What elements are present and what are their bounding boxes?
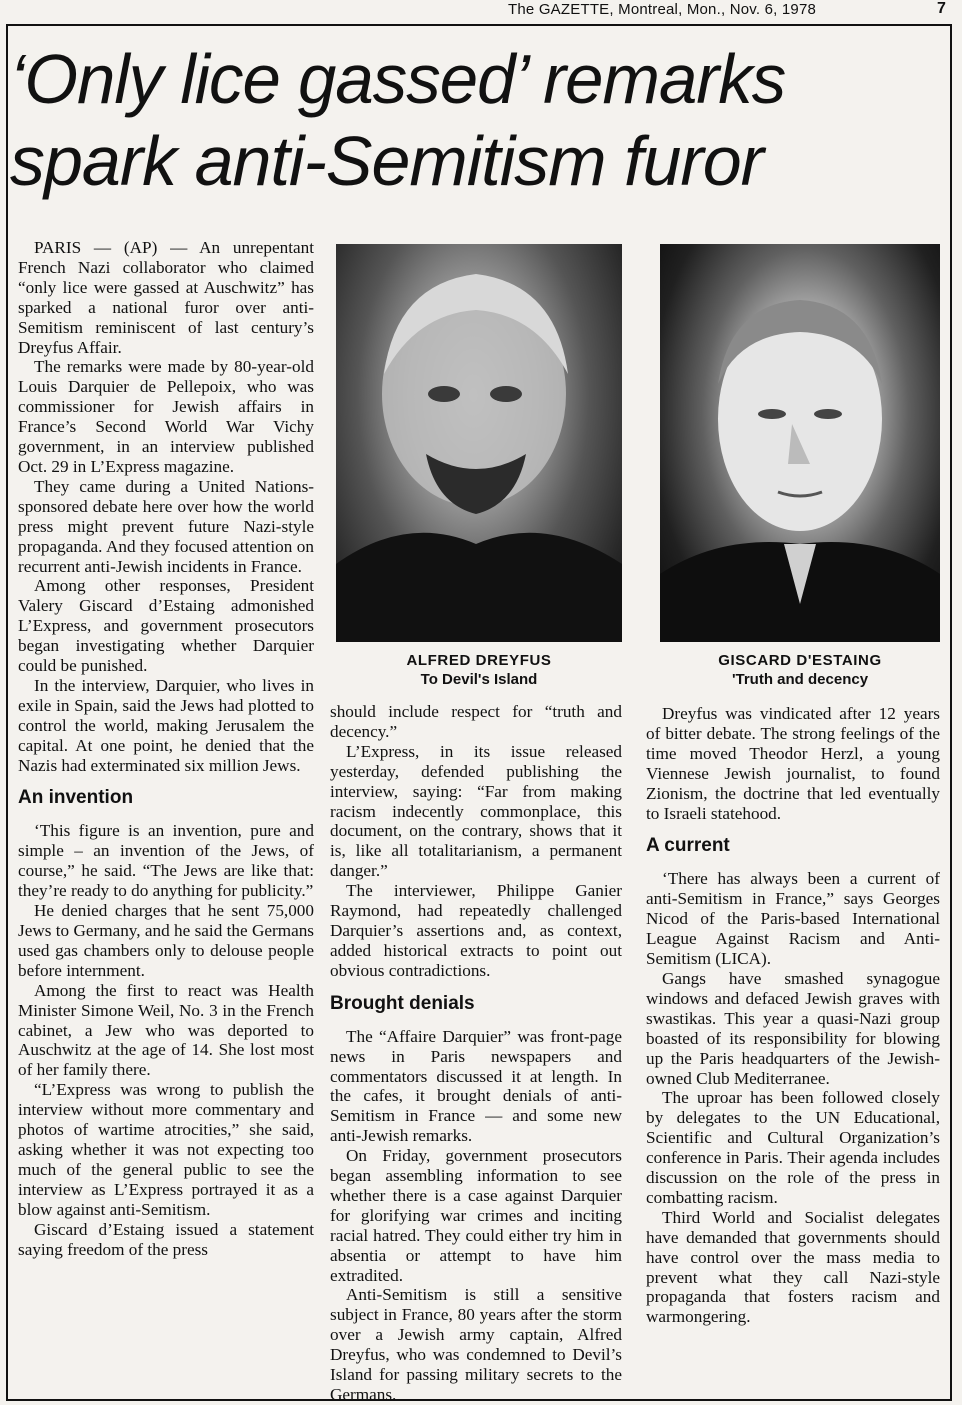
paragraph: Anti-Semitism is still a sensitive subject in France, 80 years after the storm over a Jewish army captain, Alfred Dreyfus, who was condemned to Devil’s Island for passing military secrets to the Germans.: [330, 1285, 622, 1404]
paragraph: L’Express, in its issue released yesterday, defended publishing the interview, saying: “Far from making racism indecently commonplace, this document, on the contrary, shows that it is, like all totalitarianism, a permanent danger.”: [330, 741, 622, 881]
subhead-an-invention: An invention: [18, 787, 134, 809]
headline-line-1: ‘Only lice gassed’ remarks: [10, 40, 786, 118]
paragraph: The remarks were made by 80-year-old Louis Darquier de Pellepoix, who was commissioner for Jewish affairs in France’s Second World War Vichy government, in an interview published Oct. 29 in L’Express magazine.: [18, 357, 314, 476]
paragraph: The interviewer, Philippe Ganier Raymond, had repeatedly challenged Darquier’s assertions and, as context, added historical extracts to point out obvious contradictions.: [330, 881, 622, 980]
paragraph: ‘This figure is an invention, pure and simple – an invention of the Jews, of course,” he said. “The Jews are like that: they’re ready to do anything for publicity.”: [18, 821, 314, 901]
page-number: 7: [937, 0, 946, 17]
dreyfus-caption: [336, 651, 622, 689]
paragraph: The “Affaire Darquier” was front-page news in Paris newspapers and commentators discussed it at length. In the cafes, it brought denials of anti-Semitism in France — and some new anti-Jewish remarks.: [330, 1026, 622, 1146]
paragraph: They came during a United Nations-sponsored debate here over how the world press might prevent future Nazi-style propaganda. And they focused attention on recurrent anti-Jewish incidents in France.: [18, 476, 314, 576]
paragraph: In the interview, Darquier, who lives in exile in Spain, said the Jews had plotted to control the world, making Jerusalem the capital. At one point, he denied that the Nazis had exterminated six million Jews.: [18, 675, 314, 775]
paragraph: ‘There has always been a current of anti-Semitism in France,” says Georges Nicod of the Paris-based International League Against Racism and Anti-Semitism (LICA).: [646, 869, 940, 969]
caption-sub: To Devil's Island: [420, 671, 538, 688]
paragraph: Giscard d’Estaing issued a statement saying freedom of the press: [18, 1219, 314, 1259]
dateline: The GAZETTE, Montreal, Mon., Nov. 6, 1978: [508, 1, 817, 18]
paragraph: Third World and Socialist delegates have demanded that governments should have control over the mass media to prevent what they call Nazi-style propaganda that fosters racism and warmongering.: [646, 1207, 940, 1327]
paragraph: “L’Express was wrong to publish the interview without more commentary and photos of wartime atrocities,” she said, asking whether it was not expecting too much of the general public to see the interview as L’Express portrayed it as a blow against anti-Semitism.: [18, 1080, 314, 1219]
paragraph: Dreyfus was vindicated after 12 years of bitter debate. The strong feelings of the time moved Theodor Herzl, a young Viennese Jewish journalist, to found Zionism, the doctrine that led eventually to Israeli statehood.: [646, 704, 940, 823]
caption-name: ALFRED DREYFUS: [406, 652, 552, 669]
dreyfus-portrait-photo: [336, 244, 622, 642]
caption-sub: 'Truth and decency: [731, 671, 869, 688]
column-2: [330, 702, 622, 1405]
paragraph: should include respect for “truth and decency.”: [330, 702, 622, 741]
subhead-a-current: A current: [646, 835, 730, 857]
subhead-brought-denials: Brought denials: [330, 992, 475, 1014]
portrait-photo-icon: [336, 244, 622, 642]
giscard-caption: [660, 651, 940, 689]
column-3: [646, 704, 940, 1327]
paragraph: PARIS — (AP) — An unrepentant French Nazi collaborator who claimed “only lice were gassed at Auschwitz” has sparked a national furor over anti-Semitism reminiscent of last century’s Dreyfus Affair.: [18, 238, 314, 357]
giscard-portrait-photo: [660, 244, 940, 642]
paragraph: Among the first to react was Health Minister Simone Weil, No. 3 in the French cabinet, a Jew who was deported to Auschwitz at the age of 14. She lost most of her family there.: [18, 980, 314, 1080]
paragraph: The uproar has been followed closely by delegates to the UN Educational, Scientific and Cultural Organization’s conference in Paris. Their agenda includes discussion on the role of the press in combatting racism.: [646, 1088, 940, 1207]
column-1: [18, 238, 314, 1259]
paragraph: He denied charges that he sent 75,000 Jews to Germany, and he said the Germans used gas chambers only to delouse people before internment.: [18, 901, 314, 980]
caption-name: GISCARD D'ESTAING: [718, 652, 882, 669]
portrait-photo-icon: [660, 244, 940, 642]
paragraph: Gangs have smashed synagogue windows and defaced Jewish graves with swastikas. This year a quasi-Nazi group boasted of its responsibility for blowing up the Paris headquarters of the Jewish-owned Club Mediterranee.: [646, 968, 940, 1088]
headline-line-2: spark anti-Semitism furor: [10, 122, 763, 200]
headline: [10, 38, 950, 202]
masthead: [0, 0, 962, 22]
paragraph: On Friday, government prosecutors began assembling information to see whether there is a case against Darquier for glorifying war crimes and inciting racial hatred. They could either try him in absentia or attempt to have him extradited.: [330, 1146, 622, 1285]
paragraph: Among other responses, President Valery Giscard d’Estaing admonished L’Express, and government prosecutors began investigating whether Darquier could be punished.: [18, 576, 314, 676]
